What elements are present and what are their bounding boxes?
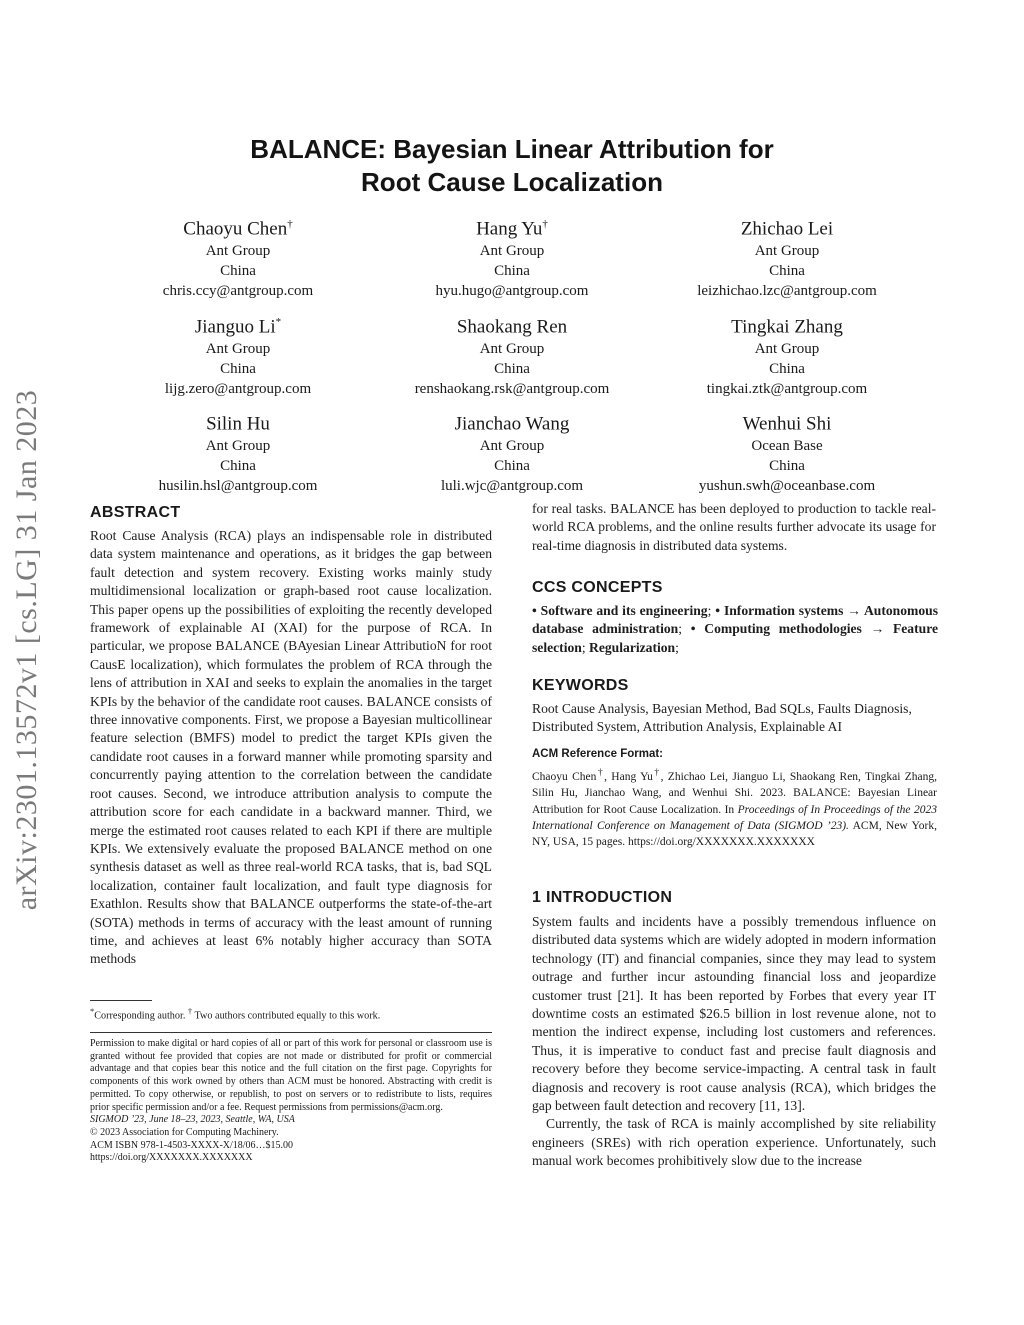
author-org: Ant Group — [754, 341, 820, 358]
conference-line: SIGMOD ’23, June 18–23, 2023, Seattle, WA, USA — [90, 1114, 295, 1126]
ccs-separator: ; — [707, 603, 712, 618]
author-org: Ant Group — [479, 438, 545, 455]
introduction-heading: 1 INTRODUCTION — [532, 889, 673, 906]
author-email[interactable]: yushun.swh@oceanbase.com — [698, 478, 876, 495]
author-email[interactable]: renshaokang.rsk@antgroup.com — [414, 381, 610, 398]
author-block — [88, 310, 388, 399]
acm-ref-author: , Hang Yu — [604, 770, 653, 783]
author-org: Ant Group — [479, 243, 545, 260]
ccs-concepts — [532, 602, 938, 657]
author-block — [88, 212, 388, 301]
author-block — [637, 310, 937, 399]
author-email[interactable]: luli.wjc@antgroup.com — [440, 478, 584, 495]
ccs-arrow: → — [847, 603, 861, 618]
author-name: Shaokang Ren — [456, 316, 568, 338]
author-email[interactable]: hyu.hugo@antgroup.com — [435, 283, 589, 300]
author-country: China — [220, 458, 256, 475]
acm-ref-tail[interactable]: ACM, New York, NY, USA, 15 pages. https://doi.org/XXXXXXX.XXXXXXX — [532, 820, 937, 849]
acm-ref-venue: Proceedings of In Proceedings of the 2023 International Conference on Management of Data (SIGMOD ’23). — [532, 803, 937, 833]
footnote-divider — [90, 1000, 152, 1001]
author-name: Jianguo Li* — [194, 316, 282, 338]
ccs-arrow: → — [870, 621, 885, 637]
ccs-concept: Autonomous database administration — [532, 603, 939, 637]
acm-ref-dagger: † — [652, 767, 661, 778]
author-name: Jianchao Wang — [454, 413, 570, 435]
author-country: China — [220, 263, 256, 280]
author-name: Zhichao Lei — [740, 218, 834, 240]
author-name: Tingkai Zhang — [731, 316, 843, 338]
permission-text: Permission to make digital or hard copies of all or part of this work for personal or classroom use is granted without fee provided that copies are not made or distributed for profit or commercial advantage and that copies bear this notice and the full citation on the first page. Copyrights for components of this work owned by others than ACM must be honored. Abstracting with credit is permitted. To copy otherwise, or republish, to post on servers or to redistribute to lists, requires prior specific permission and/or a fee. Request permissions from permissions@acm.org. — [90, 1038, 492, 1113]
ccs-bullet: • — [715, 603, 721, 618]
author-block — [362, 407, 662, 496]
ccs-heading: CCS CONCEPTS — [532, 579, 663, 596]
ccs-concept: Feature selection — [532, 621, 939, 655]
acm-ref-citation: , Zhichao Lei, Jianguo Li, Shaokang Ren, Tingkai Zhang, Silin Hu, Jianchao Wang, and Wenhui Shi. 2023. BALANCE: Bayesian Linear Attribution for Root Cause Localization. In — [532, 770, 937, 816]
author-country: China — [494, 361, 530, 378]
intro-paragraph-1: System faults and incidents have a possibly tremendous influence on distributed data systems which are widely adopted in modern information technology (IT) and financial companies, since they may lead to system outrage and further incur astounding financial loss and jeopardize customer trust [21]. It has been reported by Forbes that every year IT downtime costs an estimated $26.5 billion in lost revenue alone, not to mention the indirect expense, including lost customers and references. Thus, it is imperative to conduct fast and precise fault diagnosis and recovery before they become service-impacting. A central task in fault diagnosis and recovery is root cause analysis (RCA), which bridges the gap between fault detection and recovery [11, 13]. — [532, 914, 936, 1114]
acm-ref-author: Chaoyu Chen — [532, 770, 597, 783]
author-org: Ocean Base — [751, 438, 823, 455]
author-email[interactable]: leizhichao.lzc@antgroup.com — [697, 283, 877, 300]
abstract-heading: ABSTRACT — [90, 504, 181, 521]
arxiv-identifier-stamp: arXiv:2301.13572v1 [cs.LG] 31 Jan 2023 — [10, 389, 43, 911]
ccs-separator: ; — [678, 621, 682, 637]
author-block — [637, 212, 937, 301]
author-name: Silin Hu — [206, 413, 270, 435]
author-email[interactable]: tingkai.ztk@antgroup.com — [706, 381, 868, 398]
author-block — [88, 407, 388, 496]
author-mark: † — [287, 218, 293, 230]
keywords-list: Root Cause Analysis, Bayesian Method, Bad SQLs, Faults Diagnosis, Distributed System, Attribution Analysis, Explainable AI — [532, 701, 912, 735]
author-org: Ant Group — [479, 341, 545, 358]
abstract-continuation: for real tasks. BALANCE has been deployed to production to tackle real-world RCA problems, and the online results further advocate its usage for real-time diagnosis in distributed data systems. — [532, 501, 936, 553]
author-mark: † — [542, 218, 548, 230]
intro-paragraph-2: Currently, the task of RCA is mainly accomplished by site reliability engineers (SREs) with rich operation experience. Unfortunately, such manual work becomes prohibitively slow due to the increase — [532, 1116, 936, 1169]
author-country: China — [494, 458, 530, 475]
author-country: China — [220, 361, 256, 378]
ccs-concept: Software and its engineering — [540, 603, 708, 618]
author-email[interactable]: husilin.hsl@antgroup.com — [158, 478, 318, 495]
ccs-bullet: • — [532, 603, 537, 618]
ccs-separator: ; — [675, 639, 679, 655]
author-name: Hang Yu† — [476, 218, 548, 240]
copyright-line: © 2023 Association for Computing Machinery. — [90, 1126, 279, 1138]
footnote-dagger: † — [187, 1006, 193, 1016]
footnote-corresponding: Corresponding author. — [94, 1010, 186, 1022]
acm-reference-text — [532, 765, 937, 851]
author-org: Ant Group — [754, 243, 820, 260]
footnote-equal-contribution: Two authors contributed equally to this work. — [194, 1010, 381, 1022]
introduction-body — [532, 913, 936, 1171]
ccs-separator: ; — [581, 639, 586, 655]
doi-link[interactable]: https://doi.org/XXXXXXX.XXXXXXX — [90, 1152, 253, 1164]
author-org: Ant Group — [205, 341, 271, 358]
ccs-concept: Regularization — [589, 639, 676, 655]
author-block — [637, 407, 937, 496]
author-org: Ant Group — [205, 438, 271, 455]
ccs-bullet: • — [690, 621, 696, 637]
author-footnote — [90, 1004, 492, 1023]
author-country: China — [769, 458, 805, 475]
acm-ref-dagger: † — [596, 767, 605, 778]
author-country: China — [494, 263, 530, 280]
author-name: Chaoyu Chen† — [183, 218, 293, 240]
isbn-line: ACM ISBN 978-1-4503-XXXX-X/18/06…$15.00 — [90, 1139, 294, 1151]
paper-title — [140, 133, 884, 199]
author-email[interactable]: chris.ccy@antgroup.com — [162, 283, 314, 300]
author-block — [362, 310, 662, 399]
author-country: China — [769, 361, 805, 378]
footnote-star: * — [90, 1006, 95, 1016]
author-mark: * — [275, 316, 282, 328]
keywords-heading: KEYWORDS — [532, 677, 629, 694]
permission-notice — [90, 1032, 492, 1165]
ccs-concept: Computing methodologies — [704, 621, 862, 637]
author-block — [362, 212, 662, 301]
title-line-2: Root Cause Localization — [361, 167, 663, 197]
author-country: China — [769, 263, 805, 280]
author-name: Wenhui Shi — [742, 413, 832, 435]
author-email[interactable]: lijg.zero@antgroup.com — [164, 381, 312, 398]
author-org: Ant Group — [205, 243, 271, 260]
abstract-body: Root Cause Analysis (RCA) plays an indispensable role in distributed data system maintenance and operations, as it bridges the gap between fault detection and system recovery. Existing works mainly study multidimensional localization or graph-based root cause localization. This paper opens up the possibilities of exploiting the recently developed framework of explainable AI (XAI) for the purpose of RCA. In particular, we propose BALANCE (BAyesian Linear AttributioN for root CausE localization), which formulates the problem of RCA through the lens of attribution in XAI and seeks to explain the anomalies in the target KPIs by the behavior of the candidate root causes. BALANCE consists of three innovative components. First, we propose a Bayesian multicollinear feature selection (BMFS) model to predict the target KPIs given the candidate root causes in a forward manner while promoting sparsity and concurrently paying attention to the correlation between the candidate root causes. Second, we introduce attribution analysis to compute the attribution score for each candidate in a backward manner. Third, we merge the estimated root causes related to each KPI if there are multiple KPIs. We extensively evaluate the proposed BALANCE method on one synthesis dataset as well as three real-world RCA tasks, that is, bad SQL localization, container fault localization, and fault type diagnosis for Exathlon. Results show that BALANCE outperforms the state-of-the-art (SOTA) methods in terms of accuracy with the least amount of running time, and achieves at least 6% notably higher accuracy than SOTA methods — [90, 528, 492, 967]
title-line-1: BALANCE: Bayesian Linear Attribution for — [250, 134, 774, 164]
acm-reference-heading: ACM Reference Format: — [532, 748, 663, 760]
ccs-concept: Information systems — [723, 603, 844, 618]
